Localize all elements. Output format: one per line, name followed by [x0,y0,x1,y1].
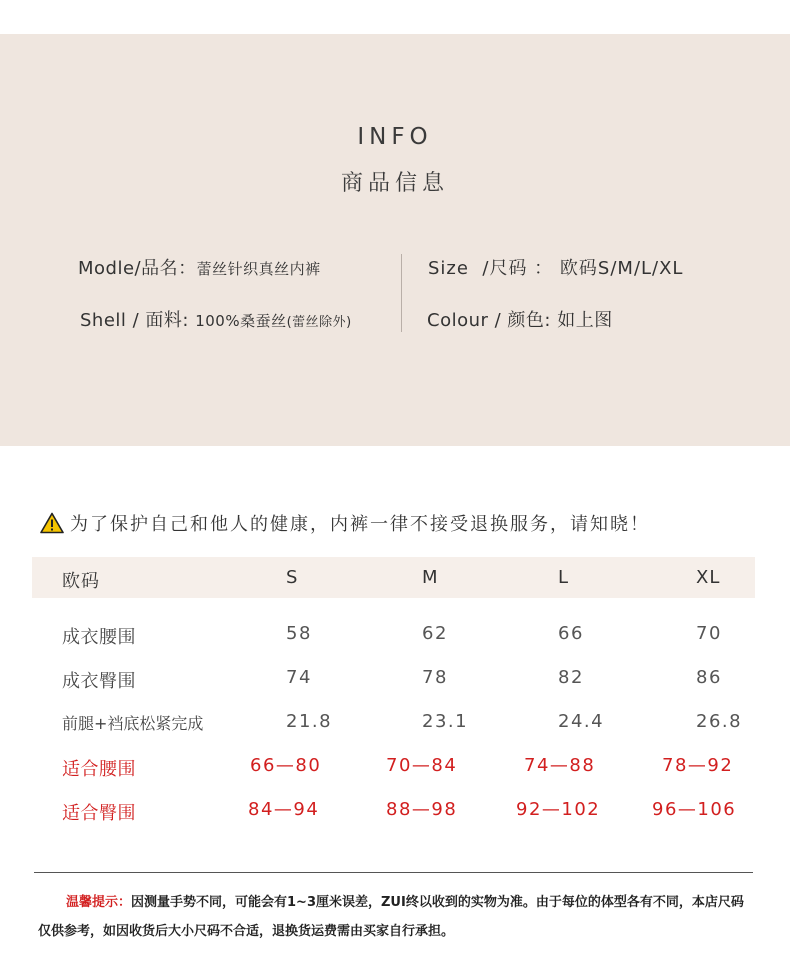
cell-m: 23.1 [422,711,469,732]
size-field [428,254,683,280]
info-vertical-divider [401,254,402,332]
row-label: 前腿+裆底松紧完成 [62,714,204,733]
colour-value: 如上图 [557,310,613,331]
row-label: 适合臀围 [62,803,136,824]
size-table-header [32,557,755,598]
header-s: S [286,567,299,588]
cell-s: 66—80 [250,755,322,776]
product-name-value: 蕾丝针织真丝内裤 [196,260,321,278]
cell-l: 82 [558,667,584,688]
size-table [32,557,755,832]
shell-note: (蕾丝除外) [286,315,352,330]
cell-s: 84—94 [248,799,320,820]
product-name-label: Modle/品名： [78,258,197,279]
cell-xl: 26.8 [696,711,743,732]
product-info-panel [0,34,790,446]
warm-tips [38,888,756,946]
table-row [32,612,755,656]
no-return-notice [40,510,650,536]
cell-l: 24.4 [558,711,605,732]
cell-s: 74 [286,667,312,688]
warning-triangle-icon [40,512,64,534]
info-subtitle: 商品信息 [340,171,449,196]
cell-xl: 86 [696,667,722,688]
cell-xl: 70 [696,623,722,644]
cell-s: 58 [286,623,312,644]
colour-field [427,306,613,332]
cell-xl: 78—92 [662,755,734,776]
table-row [32,788,755,832]
header-label: 欧码 [62,571,100,592]
cell-l: 66 [558,623,584,644]
row-label: 适合腰围 [62,759,136,780]
table-row [32,656,755,700]
table-row [32,744,755,788]
header-l: L [558,567,570,588]
cell-l: 92—102 [516,799,601,820]
cell-xl: 96—106 [652,799,737,820]
shell-field [80,306,352,332]
header-xl: XL [696,567,721,588]
size-label: Size /尺码 ： [428,258,554,279]
size-table-body [32,598,755,832]
cell-m: 88—98 [386,799,458,820]
colour-label: Colour / 颜色: [427,310,551,331]
cell-m: 70—84 [386,755,458,776]
row-label: 成衣臀围 [62,671,136,692]
shell-label: Shell / 面料: [80,310,189,331]
tips-label: 温馨提示： [66,895,132,910]
cell-s: 21.8 [286,711,333,732]
info-title: INFO [357,124,433,150]
size-value: 欧码S/M/L/XL [559,258,684,279]
header-m: M [422,567,439,588]
cell-m: 62 [422,623,448,644]
cell-l: 74—88 [524,755,596,776]
notice-text: 为了保护自己和他人的健康，内裤一律不接受退换服务，请知晓！ [70,514,650,535]
table-row [32,700,755,744]
product-name-field [78,254,321,280]
section-divider [34,872,753,873]
cell-m: 78 [422,667,448,688]
row-label: 成衣腰围 [62,627,136,648]
tips-text: 因测量手势不同，可能会有1~3厘米误差，ZUI终以收到的实物为准。由于每位的体型各有不同，本店尺码仅供参考，如因收货后大小尺码不合适，退换货运费需由买家自行承担。 [38,895,744,939]
shell-value: 100%桑蚕丝 [195,312,287,330]
